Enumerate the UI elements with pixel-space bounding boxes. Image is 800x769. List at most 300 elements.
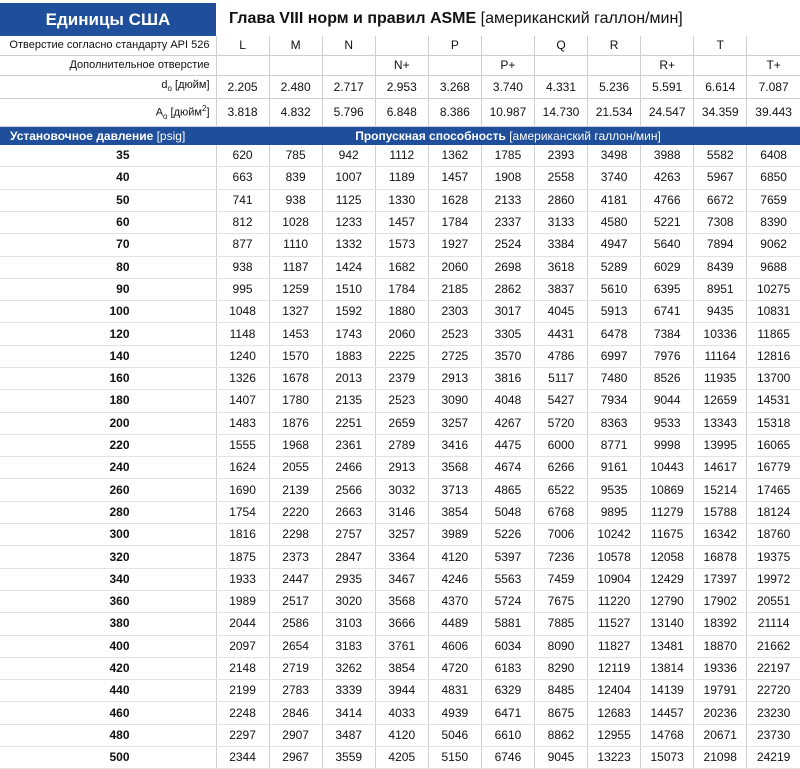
capacity-cell: 3618 <box>534 256 587 278</box>
capacity-cell: 16342 <box>694 524 747 546</box>
capacity-cell: 10336 <box>694 323 747 345</box>
capacity-cell: 9435 <box>694 301 747 323</box>
capacity-cell: 1573 <box>375 234 428 256</box>
capacity-cell: 2566 <box>322 479 375 501</box>
capacity-cell: 3761 <box>375 635 428 657</box>
set-pressure-cell: 420 <box>0 657 216 679</box>
capacity-cell: 7934 <box>588 390 641 412</box>
capacity-cell: 8485 <box>534 680 587 702</box>
capacity-cell: 2060 <box>428 256 481 278</box>
capacity-cell: 22720 <box>747 680 800 702</box>
capacity-cell: 3854 <box>428 501 481 523</box>
capacity-cell: 9062 <box>747 234 800 256</box>
capacity-cell: 1189 <box>375 167 428 189</box>
capacity-cell: 2393 <box>534 145 587 167</box>
capacity-cell: 5610 <box>588 278 641 300</box>
capacity-cell: 1743 <box>322 323 375 345</box>
set-pressure-cell: 140 <box>0 345 216 367</box>
capacity-cell: 5046 <box>428 724 481 746</box>
capacity-cell: 4120 <box>428 546 481 568</box>
diameter-row-label <box>0 76 216 99</box>
capacity-cell: 5640 <box>641 234 694 256</box>
extra-orifice-row-label: Дополнительное отверстие <box>0 56 216 76</box>
capacity-cell: 2133 <box>481 189 534 211</box>
capacity-cell: 1424 <box>322 256 375 278</box>
table-row <box>0 390 800 412</box>
capacity-cell: 4033 <box>375 702 428 724</box>
capacity-cell: 18760 <box>747 524 800 546</box>
table-row <box>0 323 800 345</box>
capacity-cell: 1330 <box>375 189 428 211</box>
capacity-cell: 7459 <box>534 568 587 590</box>
capacity-cell: 5720 <box>534 412 587 434</box>
page-title <box>229 10 683 28</box>
table-row <box>0 680 800 702</box>
capacity-cell: 1570 <box>269 345 322 367</box>
capacity-cell: 6329 <box>481 680 534 702</box>
area-row-label <box>0 99 216 127</box>
capacity-cell: 23730 <box>747 724 800 746</box>
capacity-cell: 14768 <box>641 724 694 746</box>
capacity-cell: 5397 <box>481 546 534 568</box>
capacity-cell: 10242 <box>588 524 641 546</box>
capacity-cell: 2298 <box>269 524 322 546</box>
header <box>0 0 800 36</box>
table-row <box>0 524 800 546</box>
set-pressure-cell: 70 <box>0 234 216 256</box>
capacity-cell: 4580 <box>588 211 641 233</box>
capacity-cell: 4939 <box>428 702 481 724</box>
capacity-cell: 9688 <box>747 256 800 278</box>
capacity-cell: 10904 <box>588 568 641 590</box>
capacity-cell: 877 <box>216 234 269 256</box>
api526-orifice-row-cell <box>375 36 428 56</box>
capacity-cell: 1880 <box>375 301 428 323</box>
capacity-cell: 3740 <box>588 167 641 189</box>
capacity-cell: 5582 <box>694 145 747 167</box>
capacity-cell: 7480 <box>588 368 641 390</box>
capacity-cell: 2654 <box>269 635 322 657</box>
capacity-cell: 6672 <box>694 189 747 211</box>
capacity-cell: 2225 <box>375 345 428 367</box>
capacity-cell: 995 <box>216 278 269 300</box>
capacity-cell: 938 <box>216 256 269 278</box>
capacity-cell: 1628 <box>428 189 481 211</box>
extra-orifice-row-cell <box>216 56 269 76</box>
capacity-cell: 1682 <box>375 256 428 278</box>
capacity-cell: 11220 <box>588 590 641 612</box>
set-pressure-cell: 440 <box>0 680 216 702</box>
capacity-cell: 3133 <box>534 211 587 233</box>
capacity-cell: 6183 <box>481 657 534 679</box>
capacity-cell: 11527 <box>588 613 641 635</box>
capacity-cell: 21114 <box>747 613 800 635</box>
capacity-cell: 12790 <box>641 590 694 612</box>
capacity-cell: 18124 <box>747 501 800 523</box>
table-row <box>0 568 800 590</box>
capacity-cell: 3020 <box>322 590 375 612</box>
capacity-cell: 2220 <box>269 501 322 523</box>
capacity-cell: 5881 <box>481 613 534 635</box>
capacity-cell: 11865 <box>747 323 800 345</box>
capacity-cell: 3988 <box>641 145 694 167</box>
set-pressure-heading <box>0 127 216 146</box>
area-row-cell: 5.796 <box>322 99 375 127</box>
table-row <box>0 635 800 657</box>
capacity-cell: 3414 <box>322 702 375 724</box>
title-unit: [американский галлон/мин] <box>476 10 683 27</box>
capacity-cell: 1908 <box>481 167 534 189</box>
capacity-cell: 13700 <box>747 368 800 390</box>
capacity-cell: 2379 <box>375 368 428 390</box>
capacity-cell: 12683 <box>588 702 641 724</box>
capacity-cell: 4246 <box>428 568 481 590</box>
capacity-cell: 10275 <box>747 278 800 300</box>
capacity-cell: 6478 <box>588 323 641 345</box>
capacity-cell: 3570 <box>481 345 534 367</box>
capacity-cell: 942 <box>322 145 375 167</box>
capacity-cell: 8675 <box>534 702 587 724</box>
area-row-cell: 14.730 <box>534 99 587 127</box>
capacity-cell: 938 <box>269 189 322 211</box>
capacity-cell: 7308 <box>694 211 747 233</box>
capacity-cell: 7236 <box>534 546 587 568</box>
set-pressure-cell: 35 <box>0 145 216 167</box>
capacity-cell: 3467 <box>375 568 428 590</box>
capacity-cell: 3017 <box>481 301 534 323</box>
capacity-cell: 4475 <box>481 434 534 456</box>
capacity-cell: 12816 <box>747 345 800 367</box>
capacity-cell: 1784 <box>428 211 481 233</box>
capacity-cell: 6029 <box>641 256 694 278</box>
capacity-cell: 13343 <box>694 412 747 434</box>
capacity-cell: 8390 <box>747 211 800 233</box>
capacity-cell: 1754 <box>216 501 269 523</box>
capacity-cell: 2783 <box>269 680 322 702</box>
capacity-cell: 4263 <box>641 167 694 189</box>
capacity-cell: 5048 <box>481 501 534 523</box>
capacity-cell: 3559 <box>322 747 375 769</box>
api526-orifice-row-cell <box>747 36 800 56</box>
capacity-cell: 1690 <box>216 479 269 501</box>
capacity-cell: 2967 <box>269 747 322 769</box>
capacity-cell: 11827 <box>588 635 641 657</box>
capacity-cell: 14457 <box>641 702 694 724</box>
capacity-cell: 1259 <box>269 278 322 300</box>
capacity-cell: 3854 <box>375 657 428 679</box>
capacity-cell: 6266 <box>534 457 587 479</box>
capacity-cell: 2846 <box>269 702 322 724</box>
capacity-cell: 11279 <box>641 501 694 523</box>
capacity-cell: 14139 <box>641 680 694 702</box>
capacity-cell: 12659 <box>694 390 747 412</box>
capacity-cell: 19375 <box>747 546 800 568</box>
diameter-row-cell: 5.591 <box>641 76 694 99</box>
capacity-cell: 2251 <box>322 412 375 434</box>
capacity-cell: 2297 <box>216 724 269 746</box>
area-row-label-sub: o <box>163 112 168 122</box>
capacity-cell: 9044 <box>641 390 694 412</box>
extra-orifice-row-cell: N+ <box>375 56 428 76</box>
capacity-cell: 5563 <box>481 568 534 590</box>
capacity-cell: 1125 <box>322 189 375 211</box>
set-pressure-cell: 400 <box>0 635 216 657</box>
area-row <box>0 99 800 127</box>
set-pressure-cell: 220 <box>0 434 216 456</box>
capacity-cell: 2373 <box>269 546 322 568</box>
capacity-cell: 3103 <box>322 613 375 635</box>
capacity-cell: 2558 <box>534 167 587 189</box>
extra-orifice-row-cell <box>322 56 375 76</box>
capacity-cell: 6850 <box>747 167 800 189</box>
capacity-cell: 20551 <box>747 590 800 612</box>
capacity-cell: 3944 <box>375 680 428 702</box>
diameter-row-label-main: d <box>161 79 168 91</box>
extra-orifice-row <box>0 56 800 76</box>
capacity-cell: 2344 <box>216 747 269 769</box>
capacity-cell: 2523 <box>375 390 428 412</box>
capacity-cell: 12955 <box>588 724 641 746</box>
table-row <box>0 145 800 167</box>
capacity-cell: 3498 <box>588 145 641 167</box>
capacity-cell: 1332 <box>322 234 375 256</box>
title-bold: Глава VIII норм и правил ASME <box>229 10 477 27</box>
capacity-cell: 1678 <box>269 368 322 390</box>
extra-orifice-row-cell <box>694 56 747 76</box>
api526-orifice-row-cell: N <box>322 36 375 56</box>
capacity-cell: 2185 <box>428 278 481 300</box>
capacity-cell: 2663 <box>322 501 375 523</box>
capacity-cell: 1453 <box>269 323 322 345</box>
set-pressure-cell: 80 <box>0 256 216 278</box>
capacity-cell: 2907 <box>269 724 322 746</box>
capacity-cell: 11935 <box>694 368 747 390</box>
capacity-cell: 2055 <box>269 457 322 479</box>
capacity-cell: 5724 <box>481 590 534 612</box>
capacity-cell: 6997 <box>588 345 641 367</box>
capacity-cell: 3305 <box>481 323 534 345</box>
table-row <box>0 368 800 390</box>
table-row <box>0 724 800 746</box>
set-pressure-cell: 320 <box>0 546 216 568</box>
capacity-cell: 6000 <box>534 434 587 456</box>
capacity-cell: 2913 <box>428 368 481 390</box>
set-pressure-cell: 120 <box>0 323 216 345</box>
capacity-cell: 10831 <box>747 301 800 323</box>
capacity-cell: 16779 <box>747 457 800 479</box>
capacity-cell: 8363 <box>588 412 641 434</box>
capacity-cell: 663 <box>216 167 269 189</box>
capacity-cell: 6395 <box>641 278 694 300</box>
capacity-cell: 3032 <box>375 479 428 501</box>
section-header <box>0 127 800 146</box>
set-pressure-cell: 200 <box>0 412 216 434</box>
capacity-cell: 6522 <box>534 479 587 501</box>
capacity-cell: 2303 <box>428 301 481 323</box>
capacity-cell: 2060 <box>375 323 428 345</box>
area-row-label-sup: 2 <box>201 104 207 114</box>
capacity-cell: 1555 <box>216 434 269 456</box>
capacity-cell: 1327 <box>269 301 322 323</box>
capacity-cell: 1876 <box>269 412 322 434</box>
capacity-cell: 4120 <box>375 724 428 746</box>
capacity-cell: 3257 <box>375 524 428 546</box>
capacity-cell: 13995 <box>694 434 747 456</box>
capacity-cell: 2757 <box>322 524 375 546</box>
capacity-cell: 1362 <box>428 145 481 167</box>
api526-orifice-row-cell <box>481 36 534 56</box>
capacity-cell: 2097 <box>216 635 269 657</box>
capacity-cell: 10443 <box>641 457 694 479</box>
capacity-cell: 6408 <box>747 145 800 167</box>
capacity-cell: 10869 <box>641 479 694 501</box>
capacity-cell: 785 <box>269 145 322 167</box>
capacity-cell: 8951 <box>694 278 747 300</box>
capacity-cell: 4205 <box>375 747 428 769</box>
capacity-cell: 5967 <box>694 167 747 189</box>
set-pressure-unit: [psig] <box>153 129 186 144</box>
capacity-cell: 3487 <box>322 724 375 746</box>
capacity-cell: 7384 <box>641 323 694 345</box>
capacity-cell: 4267 <box>481 412 534 434</box>
set-pressure-cell: 500 <box>0 747 216 769</box>
capacity-cell: 16878 <box>694 546 747 568</box>
capacity-cell: 1007 <box>322 167 375 189</box>
capacity-cell: 1933 <box>216 568 269 590</box>
area-row-cell: 21.534 <box>588 99 641 127</box>
capacity-cell: 15318 <box>747 412 800 434</box>
api526-orifice-row-cell: L <box>216 36 269 56</box>
capacity-unit: [американский галлон/мин] <box>505 129 661 144</box>
capacity-cell: 18392 <box>694 613 747 635</box>
capacity-cell: 1240 <box>216 345 269 367</box>
capacity-cell: 741 <box>216 189 269 211</box>
capacity-cell: 1048 <box>216 301 269 323</box>
set-pressure-cell: 460 <box>0 702 216 724</box>
capacity-cell: 1785 <box>481 145 534 167</box>
capacity-cell: 2148 <box>216 657 269 679</box>
capacity-cell: 1028 <box>269 211 322 233</box>
extra-orifice-row-cell: R+ <box>641 56 694 76</box>
set-pressure-cell: 60 <box>0 211 216 233</box>
capacity-cell: 1592 <box>322 301 375 323</box>
capacity-cell: 1816 <box>216 524 269 546</box>
api526-orifice-row <box>0 36 800 56</box>
capacity-cell: 6471 <box>481 702 534 724</box>
capacity-cell: 17465 <box>747 479 800 501</box>
table-row <box>0 747 800 769</box>
capacity-cell: 7894 <box>694 234 747 256</box>
capacity-cell: 7885 <box>534 613 587 635</box>
capacity-cell: 18870 <box>694 635 747 657</box>
capacity-cell: 13814 <box>641 657 694 679</box>
capacity-cell: 1883 <box>322 345 375 367</box>
set-pressure-cell: 160 <box>0 368 216 390</box>
area-row-label-unit: [дюйм <box>167 106 202 119</box>
capacity-cell: 1112 <box>375 145 428 167</box>
table-row <box>0 167 800 189</box>
table-row <box>0 234 800 256</box>
capacity-cell: 1148 <box>216 323 269 345</box>
capacity-cell: 2524 <box>481 234 534 256</box>
capacity-cell: 1875 <box>216 546 269 568</box>
capacity-cell: 14617 <box>694 457 747 479</box>
capacity-cell: 2586 <box>269 613 322 635</box>
capacity-cell: 9895 <box>588 501 641 523</box>
capacity-cell: 1927 <box>428 234 481 256</box>
area-row-cell: 34.359 <box>694 99 747 127</box>
capacity-cell: 812 <box>216 211 269 233</box>
table-row <box>0 278 800 300</box>
capacity-cell: 5226 <box>481 524 534 546</box>
diameter-row-label-sub: o <box>167 84 172 94</box>
capacity-cell: 8526 <box>641 368 694 390</box>
capacity-cell: 3384 <box>534 234 587 256</box>
extra-orifice-row-cell: T+ <box>747 56 800 76</box>
capacity-cell: 19336 <box>694 657 747 679</box>
capacity-cell: 4720 <box>428 657 481 679</box>
diameter-row-cell: 2.717 <box>322 76 375 99</box>
capacity-cell: 1510 <box>322 278 375 300</box>
capacity-cell: 2719 <box>269 657 322 679</box>
capacity-cell: 3090 <box>428 390 481 412</box>
set-pressure-cell: 380 <box>0 613 216 635</box>
diameter-row-cell: 6.614 <box>694 76 747 99</box>
capacity-table <box>0 36 800 769</box>
table-row <box>0 189 800 211</box>
capacity-cell: 4370 <box>428 590 481 612</box>
table-row <box>0 345 800 367</box>
capacity-cell: 4181 <box>588 189 641 211</box>
table-row <box>0 457 800 479</box>
capacity-cell: 2847 <box>322 546 375 568</box>
extra-orifice-row-cell <box>269 56 322 76</box>
capacity-cell: 9535 <box>588 479 641 501</box>
capacity-heading <box>216 127 800 146</box>
set-pressure-cell: 280 <box>0 501 216 523</box>
capacity-cell: 4865 <box>481 479 534 501</box>
capacity-cell: 2725 <box>428 345 481 367</box>
capacity-cell: 13223 <box>588 747 641 769</box>
capacity-cell: 1326 <box>216 368 269 390</box>
capacity-cell: 20671 <box>694 724 747 746</box>
area-row-cell: 6.848 <box>375 99 428 127</box>
capacity-cell: 4489 <box>428 613 481 635</box>
capacity-cell: 1989 <box>216 590 269 612</box>
capacity-cell: 12058 <box>641 546 694 568</box>
capacity-cell: 2862 <box>481 278 534 300</box>
diameter-row-cell: 4.331 <box>534 76 587 99</box>
capacity-cell: 2466 <box>322 457 375 479</box>
capacity-cell: 13481 <box>641 635 694 657</box>
table-row <box>0 501 800 523</box>
capacity-cell: 3183 <box>322 635 375 657</box>
capacity-cell: 2659 <box>375 412 428 434</box>
set-pressure-cell: 300 <box>0 524 216 546</box>
extra-orifice-row-cell <box>428 56 481 76</box>
capacity-cell: 15214 <box>694 479 747 501</box>
capacity-cell: 6034 <box>481 635 534 657</box>
capacity-cell: 17397 <box>694 568 747 590</box>
capacity-cell: 2361 <box>322 434 375 456</box>
api526-orifice-row-label: Отверстие согласно стандарту API 526 <box>0 36 216 56</box>
capacity-cell: 7976 <box>641 345 694 367</box>
capacity-cell: 5427 <box>534 390 587 412</box>
capacity-cell: 3989 <box>428 524 481 546</box>
capacity-cell: 5221 <box>641 211 694 233</box>
capacity-cell: 8771 <box>588 434 641 456</box>
table-row <box>0 479 800 501</box>
